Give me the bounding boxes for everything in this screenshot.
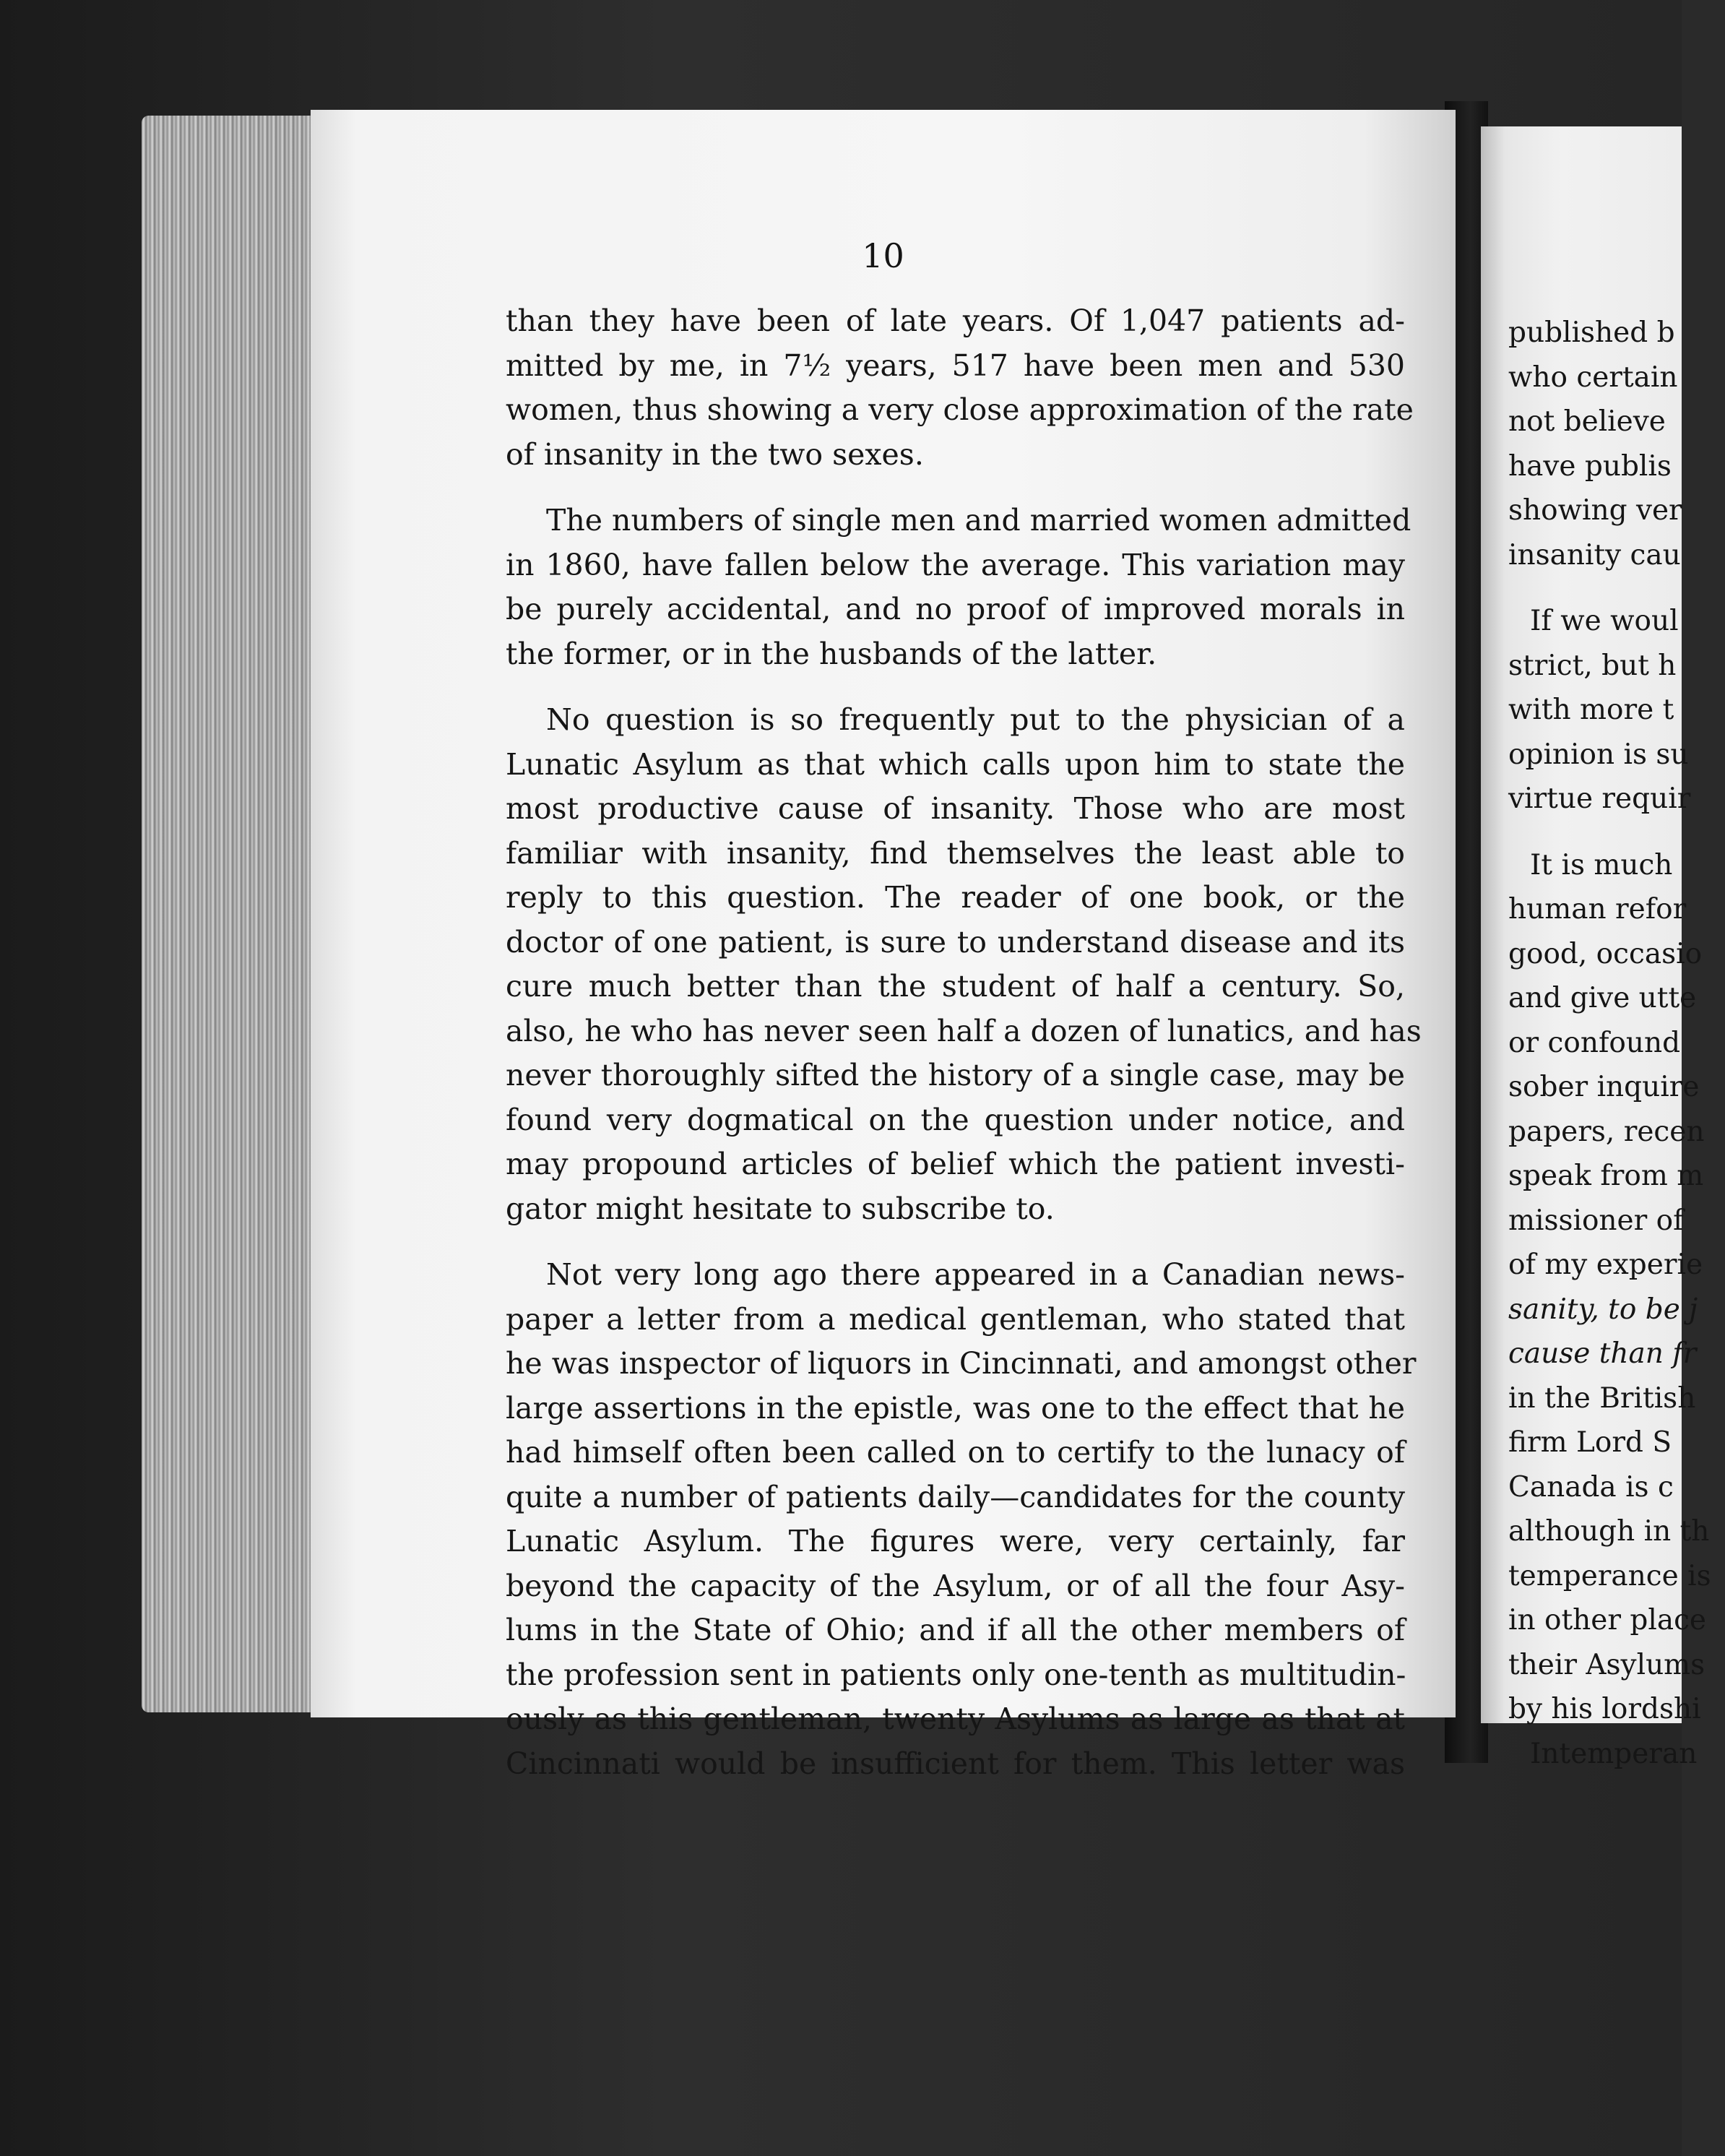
text-line: ously as this gentleman, twenty Asylums as large as that at [506, 1702, 1405, 1736]
text-line: than they have been of late years. Of 1,047 patients ad- [506, 303, 1405, 338]
text-line: opinion is su [1508, 738, 1689, 771]
page-edges [142, 116, 315, 1712]
text-line: have publis [1508, 449, 1672, 483]
text-line: Intemperan [1530, 1737, 1698, 1770]
text-line: also, he who has never seen half a dozen of lunatics, and has [506, 1013, 1422, 1048]
text-line: doctor of one patient, is sure to understand disease and its [506, 924, 1405, 960]
left-page [311, 110, 1456, 1781]
text-line: temperance is [1508, 1559, 1711, 1592]
text-line: large assertions in the epistle, was one to the effect that he [506, 1390, 1405, 1426]
text-line: quite a number of patients daily—candidates for the county [506, 1479, 1405, 1514]
text-line: familiar with insanity, find themselves the least able to [506, 835, 1405, 871]
right-page [1481, 126, 1711, 1770]
text-line: the profession sent in patients only one-tenth as multitudin- [506, 1657, 1406, 1692]
text-line: strict, but h [1508, 649, 1677, 682]
paragraph-4 [506, 1253, 1417, 1786]
text-line: of insanity in the two sexes. [506, 436, 924, 472]
text-line: sober inquire [1508, 1071, 1700, 1103]
text-line: It is much [1530, 848, 1673, 881]
text-line: may propound articles of belief which the patient investi- [506, 1147, 1405, 1181]
text-line: showing ver [1508, 494, 1682, 527]
text-line: gator might hesitate to subscribe to. [506, 1191, 1055, 1226]
text-line: in 1860, have fallen below the average. This variation may [506, 547, 1405, 582]
text-line: Cincinnati would be insufficient for them. This letter was [506, 1746, 1405, 1781]
text-line: reply to this question. The reader of one book, or the [506, 880, 1405, 915]
text-line: sanity, to be j [1508, 1293, 1698, 1326]
paragraph-2 [506, 499, 1411, 676]
text-line: of my experie [1508, 1249, 1703, 1281]
text-line: cure much better than the student of half a century. So, [506, 969, 1405, 1004]
text-line: The numbers of single men and married women admitted [546, 503, 1411, 538]
text-line: women, thus showing a very close approximation of the rate [506, 392, 1414, 427]
text-line: in the British [1508, 1381, 1696, 1415]
text-line: their Asylums [1508, 1648, 1705, 1681]
text-line: never thoroughly sifted the history of a single case, may be [506, 1058, 1405, 1092]
text-line: found very dogmatical on the question under notice, and [506, 1102, 1405, 1137]
text-line: Not very long ago there appeared in a Canadian news- [546, 1257, 1405, 1292]
text-line: not believe [1508, 405, 1666, 438]
text-line: published b [1508, 316, 1675, 349]
text-line: papers, recen [1508, 1115, 1705, 1148]
text-line: the former, or in the husbands of the latter. [506, 636, 1157, 671]
text-line: human refor [1508, 893, 1687, 926]
text-line: insanity cau [1508, 538, 1681, 572]
paragraph-1 [506, 299, 1414, 477]
text-line: be purely accidental, and no proof of improved morals in [506, 592, 1405, 626]
text-line: most productive cause of insanity. Those who are most [506, 791, 1405, 826]
text-line: Lunatic Asylum as that which calls upon him to state the [506, 746, 1405, 782]
text-line: good, occasio [1508, 937, 1703, 970]
text-line: in other place [1508, 1604, 1706, 1637]
text-line: Canada is c [1508, 1470, 1674, 1504]
text-line: speak from m [1508, 1160, 1704, 1192]
text-line: who certain [1508, 361, 1678, 394]
text-line: firm Lord S [1508, 1426, 1672, 1459]
paragraph-3 [506, 698, 1422, 1231]
page-number: 10 [862, 236, 904, 275]
text-line: missioner of [1508, 1204, 1684, 1237]
text-line: cause than fr [1508, 1337, 1697, 1370]
text-line: he was inspector of liquors in Cincinnati, and amongst other [506, 1346, 1417, 1381]
text-line: No question is so frequently put to the physician of a [546, 702, 1405, 737]
right-page-text [1508, 311, 1725, 1776]
text-line: virtue requir [1508, 782, 1691, 815]
body-text [506, 299, 1422, 1808]
text-line: lums in the State of Ohio; and if all the other members of [506, 1613, 1405, 1647]
text-line: or confound [1508, 1026, 1681, 1059]
text-line: Lunatic Asylum. The figures were, very certainly, far [506, 1524, 1405, 1558]
text-line: and give utte [1508, 982, 1697, 1014]
text-line: although in th [1508, 1515, 1710, 1548]
text-line: paper a letter from a medical gentleman, who stated that [506, 1301, 1405, 1337]
text-line: mitted by me, in 7½ years, 517 have been men and 530 [506, 348, 1405, 383]
text-line: with more t [1508, 694, 1674, 726]
text-line: beyond the capacity of the Asylum, or of all the four Asy- [506, 1568, 1405, 1603]
text-line: by his lordshi [1508, 1693, 1701, 1725]
text-line: had himself often been called on to certify to the lunacy of [506, 1435, 1405, 1470]
text-line: If we woul [1530, 605, 1679, 637]
